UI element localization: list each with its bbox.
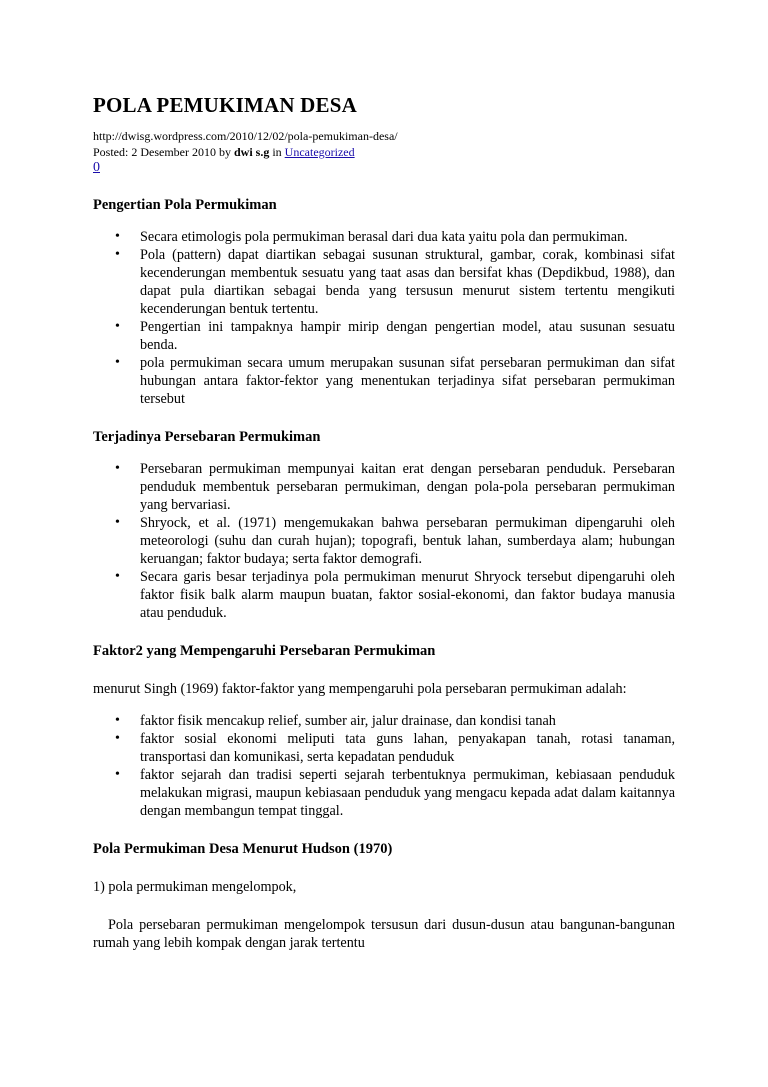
subsection-label: 1) pola permukiman mengelompok, (93, 879, 297, 895)
bullet-list (93, 228, 675, 408)
comment-count (93, 160, 675, 176)
in-text: in (269, 145, 285, 159)
comment-count-link[interactable]: 0 (93, 160, 100, 175)
posted-date: Posted: 2 Desember 2010 by (93, 145, 234, 159)
bullet-list (93, 712, 675, 820)
list-item: • faktor sosial ekonomi meliputi tata guns lahan, penyakapan tanah, rotasi tanaman, transportasi dan komunikasi, serta kepadatan penduduk (140, 730, 675, 766)
author-name: dwi s.g (233, 145, 270, 159)
section-heading: Pola Permukiman Desa Menurut Hudson (1970) (93, 841, 393, 857)
category-link[interactable]: Uncategorized (284, 145, 355, 159)
section-hudson (93, 840, 675, 952)
post-meta (93, 128, 675, 160)
document-page (93, 92, 675, 952)
list-item: • Secara garis besar terjadinya pola permukiman menurut Shryock tersebut dipengaruhi oleh faktor fisik balk alarm maupun buatan, faktor sosial-ekonomi, dan faktor budaya manusia atau penduduk. (140, 568, 675, 622)
list-item: • Pengertian ini tampaknya hampir mirip dengan pengertian model, atau susunan sesuatu benda. (140, 318, 675, 354)
list-item: • Pola (pattern) dapat diartikan sebagai susunan struktural, gambar, corak, kombinasi sifat kecenderungan membentuk sesuatu yang taat asas dan bersifat khas (Depdikbud, 1988), dan dapat pula diartikan sebagai benda yang tersusun menurut sistem tertentu mengikuti kecenderungan bentuk tertentu. (140, 246, 675, 318)
list-item: • faktor sejarah dan tradisi seperti sejarah terbentuknya permukiman, kebiasaan penduduk melakukan migrasi, maupun kebiasaan penduduk yang mengacu kepada adat dalam kaitannya dengan membangun tempat tinggal. (140, 766, 675, 820)
section-terjadinya (93, 428, 675, 622)
section-heading: Faktor2 yang Mempengaruhi Persebaran Permukiman (93, 643, 436, 659)
section-intro: menurut Singh (1969) faktor-faktor yang mempengaruhi pola persebaran permukiman adalah: (93, 681, 627, 697)
list-item: • Persebaran permukiman mempunyai kaitan erat dengan persebaran penduduk. Persebaran penduduk membentuk persebaran permukiman, dengan pola-pola persebaran permukiman yang bervariasi. (140, 460, 675, 514)
bullet-list (93, 460, 675, 622)
section-faktor (93, 642, 675, 820)
post-url: http://dwisg.wordpress.com/2010/12/02/pola-pemukiman-desa/ (93, 129, 398, 143)
section-pengertian (93, 196, 675, 408)
post-byline (93, 144, 675, 160)
page-title: POLA PEMUKIMAN DESA (93, 93, 357, 117)
section-heading: Pengertian Pola Permukiman (93, 197, 277, 213)
section-heading: Terjadinya Persebaran Permukiman (93, 429, 321, 445)
list-item: • Shryock, et al. (1971) mengemukakan bahwa persebaran permukiman dipengaruhi oleh meteorologi (suhu dan curah hujan); topografi, bentuk lahan, sumberdaya alam; hubungan keruangan; faktor budaya; serta faktor demografi. (140, 514, 675, 568)
list-item: • faktor fisik mencakup relief, sumber air, jalur drainase, dan kondisi tanah (140, 712, 675, 730)
list-item: • Secara etimologis pola permukiman berasal dari dua kata yaitu pola dan permukiman. (140, 228, 675, 246)
list-item: • pola permukiman secara umum merupakan susunan sifat persebaran permukiman dan sifat hubungan antara faktor-fektor yang menentukan terjadinya sifat persebaran permukiman tersebut (140, 354, 675, 408)
paragraph: Pola persebaran permukiman mengelompok tersusun dari dusun-dusun atau bangunan-bangunan rumah yang lebih kompak dengan jarak tertentu (93, 917, 675, 951)
